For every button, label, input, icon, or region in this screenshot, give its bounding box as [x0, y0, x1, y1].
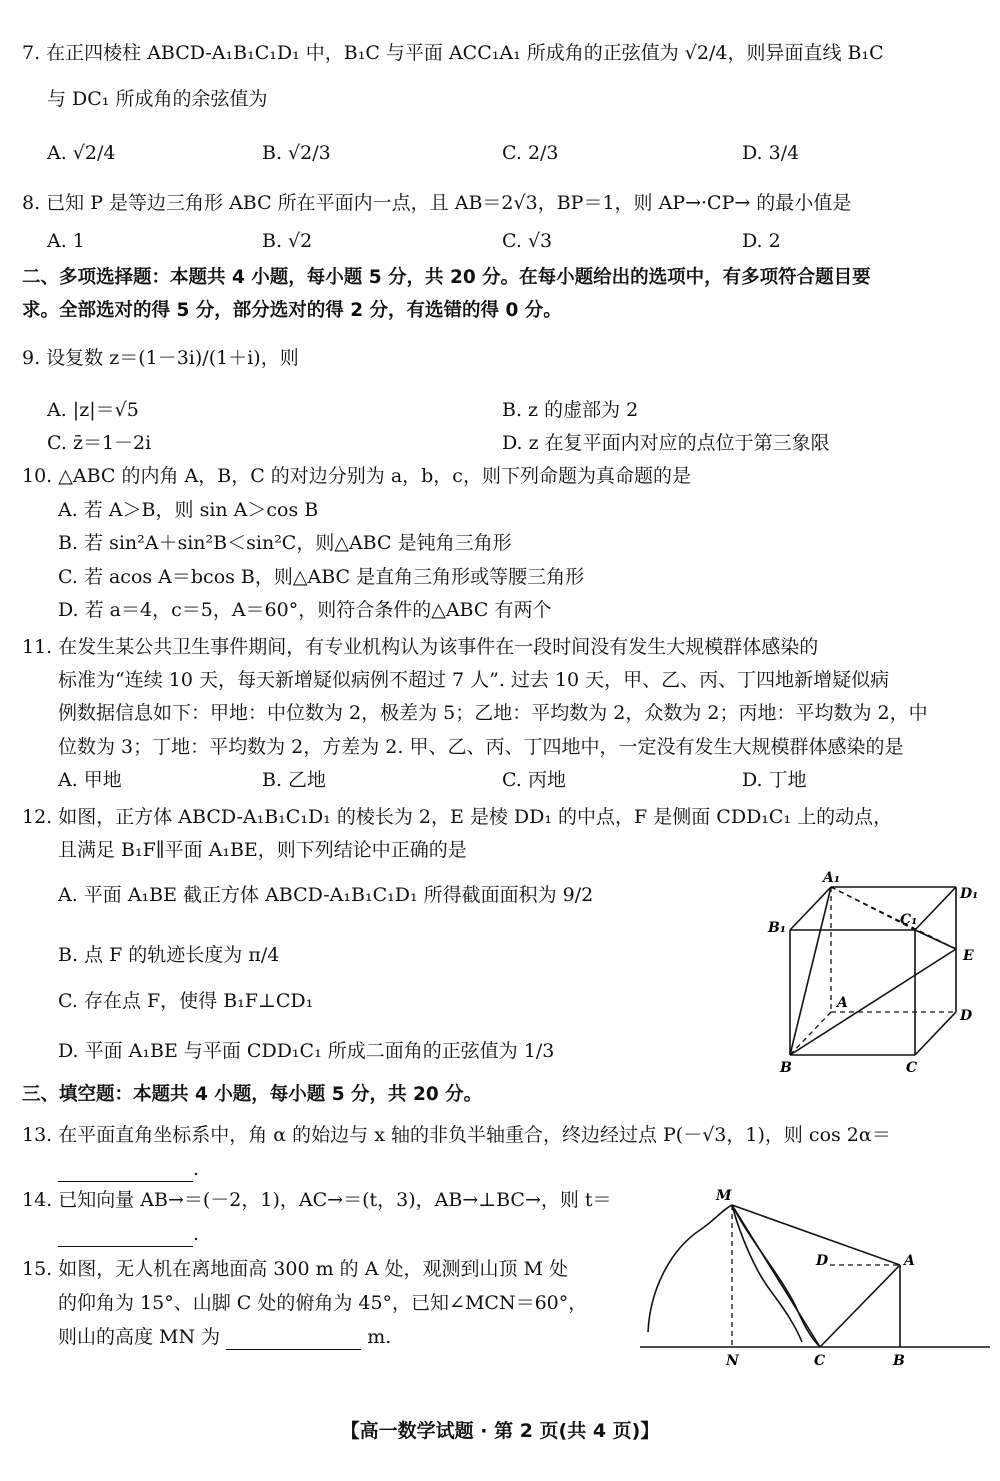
q9-option-c: C. z̄＝1－2i [47, 432, 152, 454]
cube-label-e: E [963, 948, 974, 964]
mountain-label-d: D [816, 1253, 829, 1269]
q7-line2: 与 DC₁ 所成角的余弦值为 [47, 88, 268, 110]
q8-option-a: A. 1 [47, 230, 85, 252]
mountain-figure [630, 1180, 995, 1375]
q11-option-c: C. 丙地 [502, 769, 566, 791]
q9-option-d: D. z 在复平面内对应的点位于第三象限 [502, 432, 830, 454]
q8-option-d: D. 2 [742, 230, 781, 252]
page-footer: 【高一数学试题 · 第 2 页(共 4 页)】 [340, 1420, 660, 1442]
cube-label-d: D [960, 1008, 973, 1024]
q12-option-d: D. 平面 A₁BE 与平面 CDD₁C₁ 所成二面角的正弦值为 1/3 [58, 1040, 555, 1062]
q10-option-c: C. 若 acos A＝bcos B，则△ABC 是直角三角形或等腰三角形 [58, 566, 585, 588]
q10-text: 10. △ABC 的内角 A，B，C 的对边分别为 a，b，c，则下列命题为真命题的是 [22, 465, 691, 487]
section-3-heading: 三、填空题：本题共 4 小题，每小题 5 分，共 20 分。 [22, 1084, 483, 1105]
q15-answer-blank[interactable] [226, 1329, 361, 1350]
cube-label-d1: D₁ [960, 886, 979, 902]
section-2-heading: 二、多项选择题：本题共 4 小题，每小题 5 分，共 20 分。在每小题给出的选项中，有多项符合题目要 [22, 267, 871, 288]
q8-text: 8. 已知 P 是等边三角形 ABC 所在平面内一点，且 AB＝2√3，BP＝1，则 AP→·CP→ 的最小值是 [22, 192, 852, 214]
q9-option-a: A. |z|＝√5 [47, 399, 139, 421]
q15-unit: m. [367, 1326, 392, 1348]
mountain-label-m: M [716, 1188, 732, 1204]
q7-line1: 7. 在正四棱柱 ABCD-A₁B₁C₁D₁ 中，B₁C 与平面 ACC₁A₁ 所成角的正弦值为 √2/4，则异面直线 B₁C [22, 42, 884, 64]
q11-line2: 标准为“连续 10 天，每天新增疑似病例不超过 7 人”. 过去 10 天，甲、乙、丙、丁四地新增疑似病 [58, 669, 890, 691]
cube-label-b: B [780, 1060, 792, 1076]
q11-option-b: B. 乙地 [262, 769, 327, 791]
q14-text: 14. 已知向量 AB→＝(－2，1)，AC→＝(t，3)，AB→⊥BC→，则 t＝ [22, 1189, 612, 1211]
q10-option-a: A. 若 A＞B，则 sin A＞cos B [58, 499, 319, 521]
q8-option-b: B. √2 [262, 230, 313, 252]
q15-line1: 15. 如图，无人机在离地面高 300 m 的 A 处，观测到山顶 M 处 [22, 1258, 568, 1280]
q13-answer-blank[interactable] [58, 1161, 193, 1182]
q11-option-d: D. 丁地 [742, 769, 807, 791]
cube-label-a1: A₁ [823, 870, 840, 886]
q14-answer-blank[interactable] [58, 1226, 193, 1247]
cube-label-c1: C₁ [900, 912, 918, 928]
q11-option-a: A. 甲地 [58, 769, 122, 791]
mountain-label-a: A [904, 1253, 915, 1269]
mountain-label-c: C [814, 1353, 826, 1369]
q8-option-c: C. √3 [502, 230, 553, 252]
mountain-label-b: B [893, 1353, 905, 1369]
q7-option-b: B. √2/3 [262, 142, 331, 164]
q12-line1: 12. 如图，正方体 ABCD-A₁B₁C₁D₁ 的棱长为 2，E 是棱 DD₁ 的中点，F 是侧面 CDD₁C₁ 上的动点， [22, 806, 893, 828]
q12-option-c: C. 存在点 F，使得 B₁F⊥CD₁ [58, 990, 314, 1012]
q13-period: . [193, 1158, 200, 1180]
cube-label-b1: B₁ [768, 920, 786, 936]
q7-option-c: C. 2/3 [502, 142, 559, 164]
q11-line3: 例数据信息如下：甲地：中位数为 2，极差为 5；乙地：平均数为 2，众数为 2；丙地：平均数为 2，中 [58, 702, 928, 724]
q13-text: 13. 在平面直角坐标系中，角 α 的始边与 x 轴的非负半轴重合，终边经过点 P(－√3，1)，则 cos 2α＝ [22, 1124, 891, 1146]
q15-line2: 的仰角为 15°、山脚 C 处的俯角为 45°，已知∠MCN＝60°， [58, 1292, 588, 1314]
q13-answer-line [58, 1156, 199, 1182]
q12-line2: 且满足 B₁F∥平面 A₁BE，则下列结论中正确的是 [58, 839, 467, 861]
q10-option-d: D. 若 a＝4，c＝5，A＝60°，则符合条件的△ABC 有两个 [58, 599, 552, 621]
cube-label-a: A [837, 995, 848, 1011]
q12-option-b: B. 点 F 的轨迹长度为 π/4 [58, 944, 280, 966]
q7-option-d: D. 3/4 [742, 142, 800, 164]
q14-answer-line [58, 1221, 199, 1247]
q14-period: . [193, 1223, 200, 1245]
q11-line1: 11. 在发生某公共卫生事件期间，有专业机构认为该事件在一段时间没有发生大规模群体感染的 [22, 636, 819, 658]
q12-option-a: A. 平面 A₁BE 截正方体 ABCD-A₁B₁C₁D₁ 所得截面面积为 9/2 [58, 884, 594, 906]
q9-text: 9. 设复数 z＝(1－3i)/(1＋i)，则 [22, 347, 299, 369]
q10-option-b: B. 若 sin²A＋sin²B＜sin²C，则△ABC 是钝角三角形 [58, 532, 512, 554]
cube-label-c: C [906, 1060, 918, 1076]
section-2-heading-cont: 求。全部选对的得 5 分，部分选对的得 2 分，有选错的得 0 分。 [22, 300, 562, 321]
q11-line4: 位数为 3；丁地：平均数为 2，方差为 2. 甲、乙、丙、丁四地中，一定没有发生大规模群体感染的是 [58, 736, 904, 758]
q9-option-b: B. z 的虚部为 2 [502, 399, 639, 421]
cube-figure [760, 860, 990, 1080]
mountain-label-n: N [726, 1353, 739, 1369]
q15-line3-text: 则山的高度 MN 为 [58, 1326, 221, 1348]
q15-line3 [58, 1324, 391, 1350]
q7-option-a: A. √2/4 [47, 142, 116, 164]
